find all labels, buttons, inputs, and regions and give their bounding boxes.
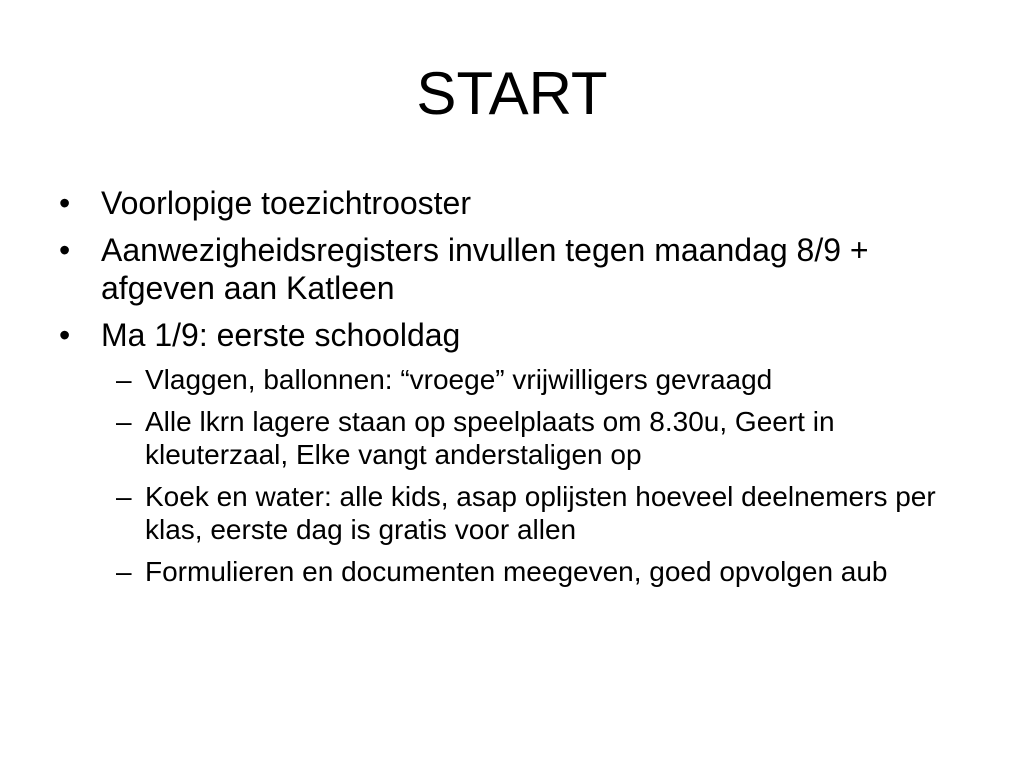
slide-body: [56, 184, 976, 597]
sub-bullet-text: Koek en water: alle kids, asap oplijsten hoeveel deelnemers per klas, eerste dag is gratis voor allen: [145, 481, 936, 545]
dash-icon: –: [116, 406, 132, 437]
bullet-list: [56, 184, 976, 588]
bullet-item: [56, 316, 976, 588]
bullet-item: [56, 231, 976, 307]
bullet-item: [56, 184, 976, 222]
slide-title: START: [416, 60, 608, 127]
sub-bullet-text: Formulieren en documenten meegeven, goed opvolgen aub: [145, 556, 888, 587]
sub-bullet-item: [101, 480, 976, 546]
bullet-icon: •: [59, 317, 71, 353]
bullet-icon: •: [59, 185, 71, 221]
sub-bullet-item: [101, 405, 976, 471]
bullet-text: Aanwezigheidsregisters invullen tegen maandag 8/9 + afgeven aan Katleen: [101, 232, 869, 306]
sub-bullet-list: [101, 363, 976, 588]
dash-icon: –: [116, 364, 132, 395]
bullet-icon: •: [59, 232, 71, 268]
sub-bullet-text: Vlaggen, ballonnen: “vroege” vrijwilligers gevraagd: [145, 364, 773, 395]
sub-bullet-item: [101, 555, 976, 588]
bullet-text: Ma 1/9: eerste schooldag: [101, 317, 461, 353]
dash-icon: –: [116, 481, 132, 512]
sub-bullet-text: Alle lkrn lagere staan op speelplaats om 8.30u, Geert in kleuterzaal, Elke vangt anderstaligen op: [145, 406, 835, 470]
sub-bullet-item: [101, 363, 976, 396]
dash-icon: –: [116, 556, 132, 587]
bullet-text: Voorlopige toezichtrooster: [101, 185, 471, 221]
